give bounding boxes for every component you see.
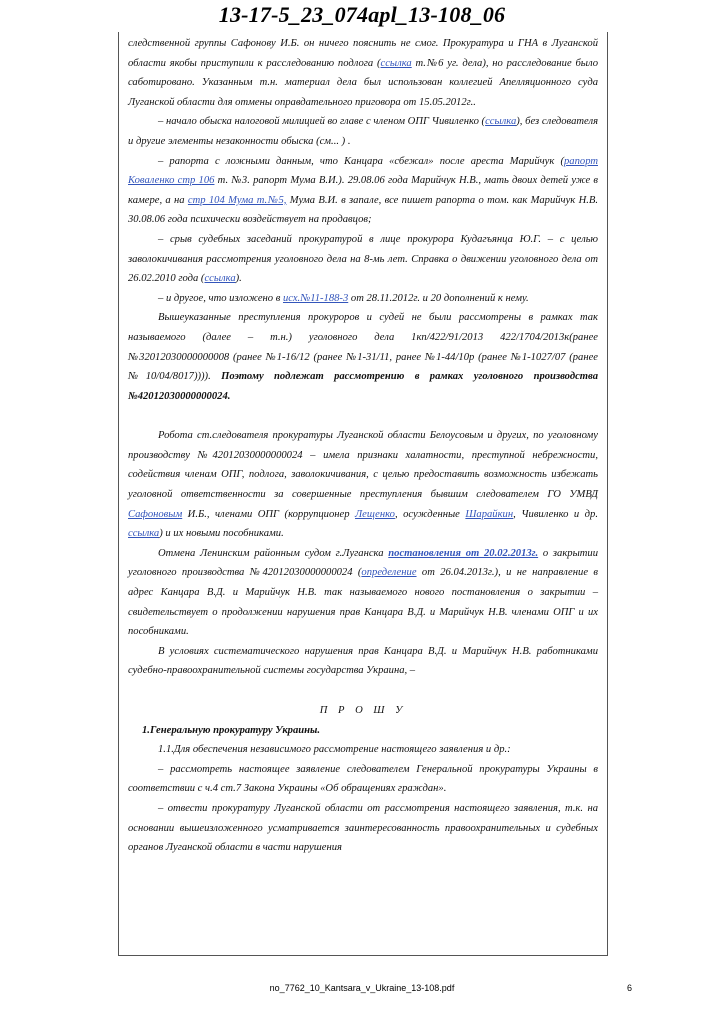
link-str-104-muma[interactable]: стр 104 Мума т.№5,	[187, 194, 287, 206]
prosu-heading	[128, 701, 598, 721]
document-text	[119, 32, 607, 858]
link-raport-kovalenko[interactable]: рапорт Коваленко стр 106	[128, 155, 598, 187]
paragraph-8	[128, 544, 598, 642]
text-run: Отмена Ленинским районным судом г.Луганска	[158, 547, 389, 559]
text-run: – отвести прокуратуру Луганской области от рассмотрения настоящего заявления, т.к. на основании вышеизложенного усматривается заинтересованность правоохранительных и судебных органов Луганской области в части нарушения	[128, 802, 598, 854]
text-run: 1.1.Для обеспечения независимого рассмотрение настоящего заявления и др.:	[158, 744, 511, 756]
text-run: , осужденные	[394, 508, 466, 520]
text-run: И.Б., членами ОПГ (коррупционер	[182, 508, 355, 520]
text-run: от 26.04.2013г.), и не направление в адрес Канцара В.Д. и Марийчук Н.В. так называемого нового постановления о закрытии – свидетельствует о продолжении нарушения прав Канцара В.Д. и Марийчук Н.В. членами ОПГ и их пособниками.	[128, 567, 598, 638]
link-ish-11-188-3[interactable]: исх.№11-188-3	[283, 292, 349, 304]
paragraph-11	[128, 760, 598, 799]
text-run: В условиях систематического нарушения прав Канцара В.Д. и Марийчук Н.В. работниками судебно-правоохранительной системы государства Украина, –	[128, 645, 598, 677]
text-run: Вышеуказанные преступления прокуроров и судей не были рассмотрены в рамках так называемого (далее – т.н.) уголовного дела 1кп/422/91/2013 422/1704/2013к(ранее №32012030000000008 (ранее №1-16/12 (ранее №1-31/11, ранее №1-44/10р (ранее №1-1027/07 (ранее №10/04/8017)))).	[128, 312, 598, 383]
text-run: ), без следователя и другие элементы незаконности обыска (см... ) .	[128, 116, 598, 147]
text-run: Мума В.И. в запале, все пишет рапорта о том. как Марийчук Н.В. 30.08.06 года психически воздействует на продавцов;	[128, 194, 598, 226]
text-run: .	[227, 390, 231, 402]
text-run: – рассмотреть настоящее заявление следователем Генеральной прокуратуры Украины в соответствии с ч.4 ст.7 Закона Украины «Об обращениях граждан».	[128, 763, 598, 795]
text-run: ).	[235, 273, 242, 285]
text-run: П Р О Ш У	[319, 705, 407, 716]
text-run: – срыв судебных заседаний прокуратурой в лице прокурора Кудагъянца Ю.Г. – с целью заволокичивания рассмотрения уголовного дела на 8-мь лет. Справка о движении уголовного дела от 26.02.2010 года (	[128, 233, 598, 285]
text-run: – и другое, что изложено в	[158, 292, 283, 304]
paragraph-12	[128, 799, 598, 858]
spacer	[128, 406, 598, 426]
link-leshchenko[interactable]: Лещенко	[355, 508, 395, 520]
text-run: от 28.11.2012г. и 20 дополнений к нему.	[348, 292, 529, 304]
paragraph-2	[128, 112, 598, 151]
bold-text: Поэтому подлежат рассмотрению в рамках уголовного производства №42012030000000024	[128, 371, 598, 402]
section-heading-1: 1.Генеральную прокуратуру Украины.	[142, 724, 321, 736]
link-safonov[interactable]: Сафоновым	[128, 508, 183, 520]
paragraph-1	[128, 34, 598, 112]
link-postanovlenie[interactable]: постановления от 20.02.2013г.	[388, 547, 539, 559]
text-run: Робота ст.следователя прокуратуры Луганской области Белоусовым и других, по уголовному производству №42012030000000024 – имела признаки халатности, преступной небрежности, содействия членам ОПГ, подлога, заволокичивания, с целью предоставить возможность избежать уголовной ответственности за совершенные преступления бывшим следователем ГО УМВД	[128, 430, 598, 501]
text-run: следственной группы Сафонову И.Б. он ничего пояснить не смог. Прокуратура и ГНА в Луганской области якобы приступили к расследованию подлога (	[128, 38, 598, 69]
text-run: , Чивиленко и др.	[513, 508, 598, 520]
text-run: ) и их новыми пособниками.	[159, 528, 284, 540]
footer-page-number: 6	[627, 983, 633, 993]
paragraph-7	[128, 426, 598, 544]
link-ssylka[interactable]: ссылка	[380, 57, 412, 69]
link-ssylka[interactable]: ссылка	[485, 116, 517, 128]
text-run: – начало обыска налоговой милицией во главе с членом ОПГ Чивиленко (	[158, 116, 486, 128]
link-opredelenie[interactable]: определение	[361, 567, 417, 579]
spacer	[128, 681, 598, 701]
paragraph-3	[128, 152, 598, 230]
text-run: т.№6 уг. дела), но расследование было саботировано. Указанным т.н. материал дела был использован коллегией Апелляционного суда Луганской области для отмены оправдательного приговора от 15.05.2012г..	[128, 57, 598, 108]
paragraph-4	[128, 230, 598, 289]
text-run: – рапорта с ложными данным, что Канцара «сбежал» после ареста Марийчук (	[158, 155, 564, 167]
link-ssylka[interactable]: ссылка	[204, 273, 236, 285]
text-run: т. №3. рапорт Мума В.И.). 29.08.06 года Марийчук Н.В., мать двоих детей уже в камере, а на	[128, 175, 599, 206]
document-header-title: 13-17-5_23_074apl_13-108_06	[218, 2, 506, 27]
document-page	[118, 32, 608, 956]
footer-filename: no_7762_10_Kantsara_v_Ukraine_13-108.pdf	[269, 983, 455, 993]
paragraph-10	[128, 740, 598, 760]
link-sharaikin[interactable]: Шарайкин	[465, 508, 514, 520]
paragraph-6	[128, 308, 598, 406]
text-run: о закрытии уголовного производства №42012030000000024 (	[128, 547, 598, 579]
link-ssylka[interactable]: ссылка	[128, 528, 160, 540]
paragraph-9	[128, 642, 598, 681]
paragraph-5	[128, 289, 598, 309]
